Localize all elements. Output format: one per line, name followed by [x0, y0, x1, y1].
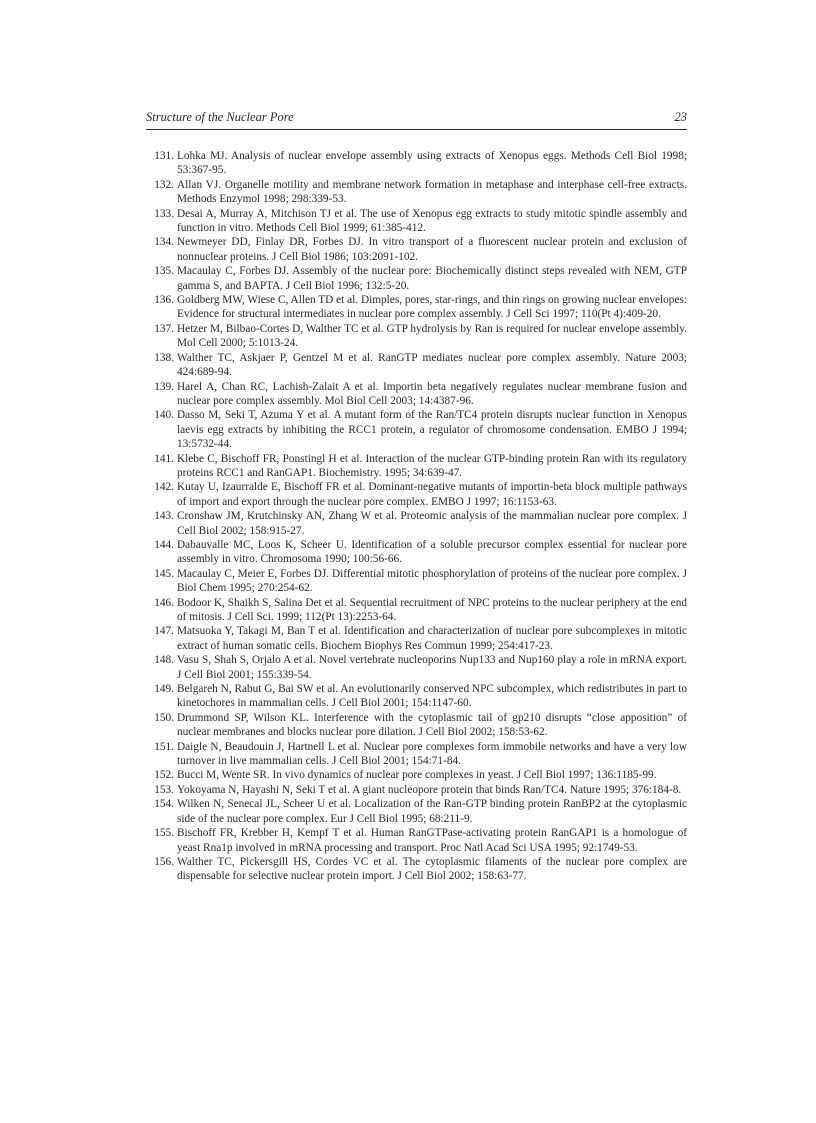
reference-item [146, 855, 687, 884]
reference-list [146, 149, 687, 884]
reference-text: Macaulay C, Forbes DJ. Assembly of the nuclear pore: Biochemically distinct steps revealed with NEM, GTP gamma S, and BAPTA. J Cell Biol 1996; 132:5-20. [177, 265, 687, 292]
reference-text: Wilken N, Senecal JL, Scheer U et al. Localization of the Ran-GTP binding protein RanBP2 at the cytoplasmic side of the nuclear pore complex. Eur J Cell Biol 1995; 68:211-9. [177, 798, 687, 825]
reference-item [146, 711, 687, 740]
reference-number: 154. [154, 798, 174, 811]
reference-text: Vasu S, Shah S, Orjalo A et al. Novel vertebrate nucleoporins Nup133 and Nup160 play a role in mRNA export. J Cell Biol 2001; 155:339-54. [177, 654, 687, 681]
reference-item [146, 178, 687, 207]
reference-item [146, 235, 687, 264]
reference-number: 146. [154, 596, 174, 609]
reference-item [146, 768, 687, 782]
reference-text: Kutay U, Izaurralde E, Bischoff FR et al. Dominant-negative mutants of importin-beta block multiple pathways of import and export through the nuclear pore complex. EMBO J 1997; 16:1153-63. [177, 481, 687, 508]
reference-item [146, 653, 687, 682]
reference-text: Drummond SP, Wilson KL. Interference with the cytoplasmic tail of gp210 disrupts “close apposition” of nuclear membranes and blocks nuclear pore dilation. J Cell Biol 2002; 158:53-62. [177, 711, 687, 739]
reference-text: Dasso M, Seki T, Azuma Y et al. A mutant form of the Ran/TC4 protein disrupts nuclear function in Xenopus laevis egg extracts by inhibiting the RCC1 protein, a regulator of chromosome condensation. EMBO J 1994; 13:5732-44. [177, 409, 687, 451]
reference-number: 131. [154, 150, 174, 162]
reference-number: 134. [154, 236, 174, 249]
reference-text: Belgareh N, Rabut G, Bai SW et al. An evolutionarily conserved NPC subcomplex, which redistributes in part to kinetochores in mammalian cells. J Cell Biol 2001; 154:1147-60. [177, 683, 687, 710]
reference-number: 145. [154, 567, 174, 580]
reference-number: 143. [154, 510, 174, 523]
reference-number: 149. [154, 683, 174, 696]
reference-item [146, 207, 687, 236]
reference-number: 139. [154, 380, 174, 393]
reference-text: Goldberg MW, Wiese C, Allen TD et al. Dimples, pores, star-rings, and thin rings on growing nuclear envelopes: Evidence for structural intermediates in nuclear pore complex assembly. J Cell Sci 1997; 110(Pt 4):409-20. [177, 294, 687, 321]
reference-number: 147. [154, 625, 174, 638]
reference-number: 140. [154, 409, 174, 422]
reference-number: 151. [154, 740, 174, 753]
reference-text: Cronshaw JM, Krutchinsky AN, Zhang W et al. Proteomic analysis of the mammalian nuclear pore complex. J Cell Biol 2002; 158:915-27. [177, 510, 687, 537]
reference-number: 138. [154, 351, 174, 364]
reference-item [146, 797, 687, 826]
reference-text: Daigle N, Beaudouin J, Hartnell L et al. Nuclear pore complexes form immobile networks and have a very low turnover in live mammalian cells. J Cell Biol 2001; 154:71-84. [177, 740, 687, 768]
reference-item [146, 624, 687, 653]
reference-text: Klebe C, Bischoff FR, Ponstingl H et al. Interaction of the nuclear GTP-binding protein Ran with its regulatory proteins RCC1 and RanGAP1. Biochemistry. 1995; 34:639-47. [177, 452, 687, 479]
reference-text: Dabauvalle MC, Loos K, Scheer U. Identification of a soluble precursor complex essential for nuclear pore assembly in vitro. Chromosoma 1990; 100:56-66. [177, 538, 687, 566]
reference-text: Matsuoka Y, Takagi M, Ban T et al. Identification and characterization of nuclear pore subcomplexes in mitotic extract of human somatic cells. Biochem Biophys Res Commun 1999; 254:417-23. [177, 625, 687, 652]
reference-text: Walther TC, Askjaer P, Gentzel M et al. RanGTP mediates nuclear pore complex assembly. Nature 2003; 424:689-94. [177, 351, 687, 379]
reference-item [146, 322, 687, 351]
reference-item [146, 826, 687, 855]
reference-number: 136. [154, 294, 174, 307]
reference-number: 153. [154, 783, 174, 796]
reference-number: 133. [154, 207, 174, 220]
reference-number: 155. [154, 827, 174, 840]
reference-text: Hetzer M, Bilbao-Cortes D, Walther TC et al. GTP hydrolysis by Ran is required for nuclear envelope assembly. Mol Cell 2000; 5:1013-24. [177, 322, 687, 350]
reference-item [146, 149, 687, 178]
reference-text: Harel A, Chan RC, Lachish-Zalait A et al. Importin beta negatively regulates nuclear membrane fusion and nuclear pore complex assembly. Mol Biol Cell 2003; 14:4387-96. [177, 380, 687, 407]
reference-number: 137. [154, 322, 174, 335]
page-number: 23 [674, 110, 687, 124]
reference-text: Bucci M, Wente SR. In vivo dynamics of nuclear pore complexes in yeast. J Cell Biol 1997; 136:1185-99. [177, 769, 657, 782]
reference-text: Lohka MJ. Analysis of nuclear envelope assembly using extracts of Xenopus eggs. Methods Cell Biol 1998; 53:367-95. [177, 150, 687, 177]
reference-item [146, 783, 687, 797]
running-header [146, 110, 687, 130]
reference-item [146, 264, 687, 293]
reference-number: 152. [154, 769, 174, 782]
reference-item [146, 567, 687, 596]
reference-item [146, 452, 687, 481]
reference-number: 144. [154, 538, 174, 551]
reference-item [146, 509, 687, 538]
reference-text: Newmeyer DD, Finlay DR, Forbes DJ. In vitro transport of a fluorescent nuclear protein and exclusion of nonnuclear proteins. J Cell Biol 1986; 103:2091-102. [177, 236, 687, 263]
reference-text: Macaulay C, Meier E, Forbes DJ. Differential mitotic phosphorylation of proteins of the nuclear pore complex. J Biol Chem 1995; 270:254-62. [177, 567, 687, 595]
reference-text: Desai A, Murray A, Mitchison TJ et al. The use of Xenopus egg extracts to study mitotic spindle assembly and function in vitro. Methods Cell Biol 1999; 61:385-412. [177, 207, 687, 235]
reference-item [146, 682, 687, 711]
reference-text: Walther TC, Pickersgill HS, Cordes VC et al. The cytoplasmic filaments of the nuclear pore complex are dispensable for selective nuclear protein import. J Cell Biol 2002; 158:63-77. [177, 855, 687, 883]
reference-item [146, 408, 687, 451]
reference-number: 141. [154, 452, 174, 465]
reference-number: 148. [154, 654, 174, 667]
running-title: Structure of the Nuclear Pore [146, 110, 294, 124]
reference-number: 156. [154, 855, 174, 868]
reference-item [146, 293, 687, 322]
reference-item [146, 480, 687, 509]
reference-number: 132. [154, 178, 174, 191]
reference-text: Allan VJ. Organelle motility and membrane network formation in metaphase and interphase cell-free extracts. Methods Enzymol 1998; 298:339-53. [177, 178, 687, 206]
reference-text: Bischoff FR, Krebber H, Kempf T et al. Human RanGTPase-activating protein RanGAP1 is a homologue of yeast Rna1p involved in mRNA processing and transport. Proc Natl Acad Sci USA 1995; 92:1749-53. [177, 827, 687, 854]
reference-item [146, 740, 687, 769]
reference-item [146, 351, 687, 380]
reference-number: 150. [154, 711, 174, 724]
reference-number: 142. [154, 481, 174, 494]
reference-item [146, 538, 687, 567]
reference-item [146, 380, 687, 409]
reference-number: 135. [154, 265, 174, 278]
reference-item [146, 596, 687, 625]
reference-text: Yokoyama N, Hayashi N, Seki T et al. A giant nucleopore protein that binds Ran/TC4. Nature 1995; 376:184-8. [177, 783, 682, 796]
header-rule [146, 129, 687, 130]
reference-text: Bodoor K, Shaikh S, Salina Det et al. Sequential recruitment of NPC proteins to the nuclear periphery at the end of mitosis. J Cell Sci. 1999; 112(Pt 13):2253-64. [177, 596, 687, 623]
